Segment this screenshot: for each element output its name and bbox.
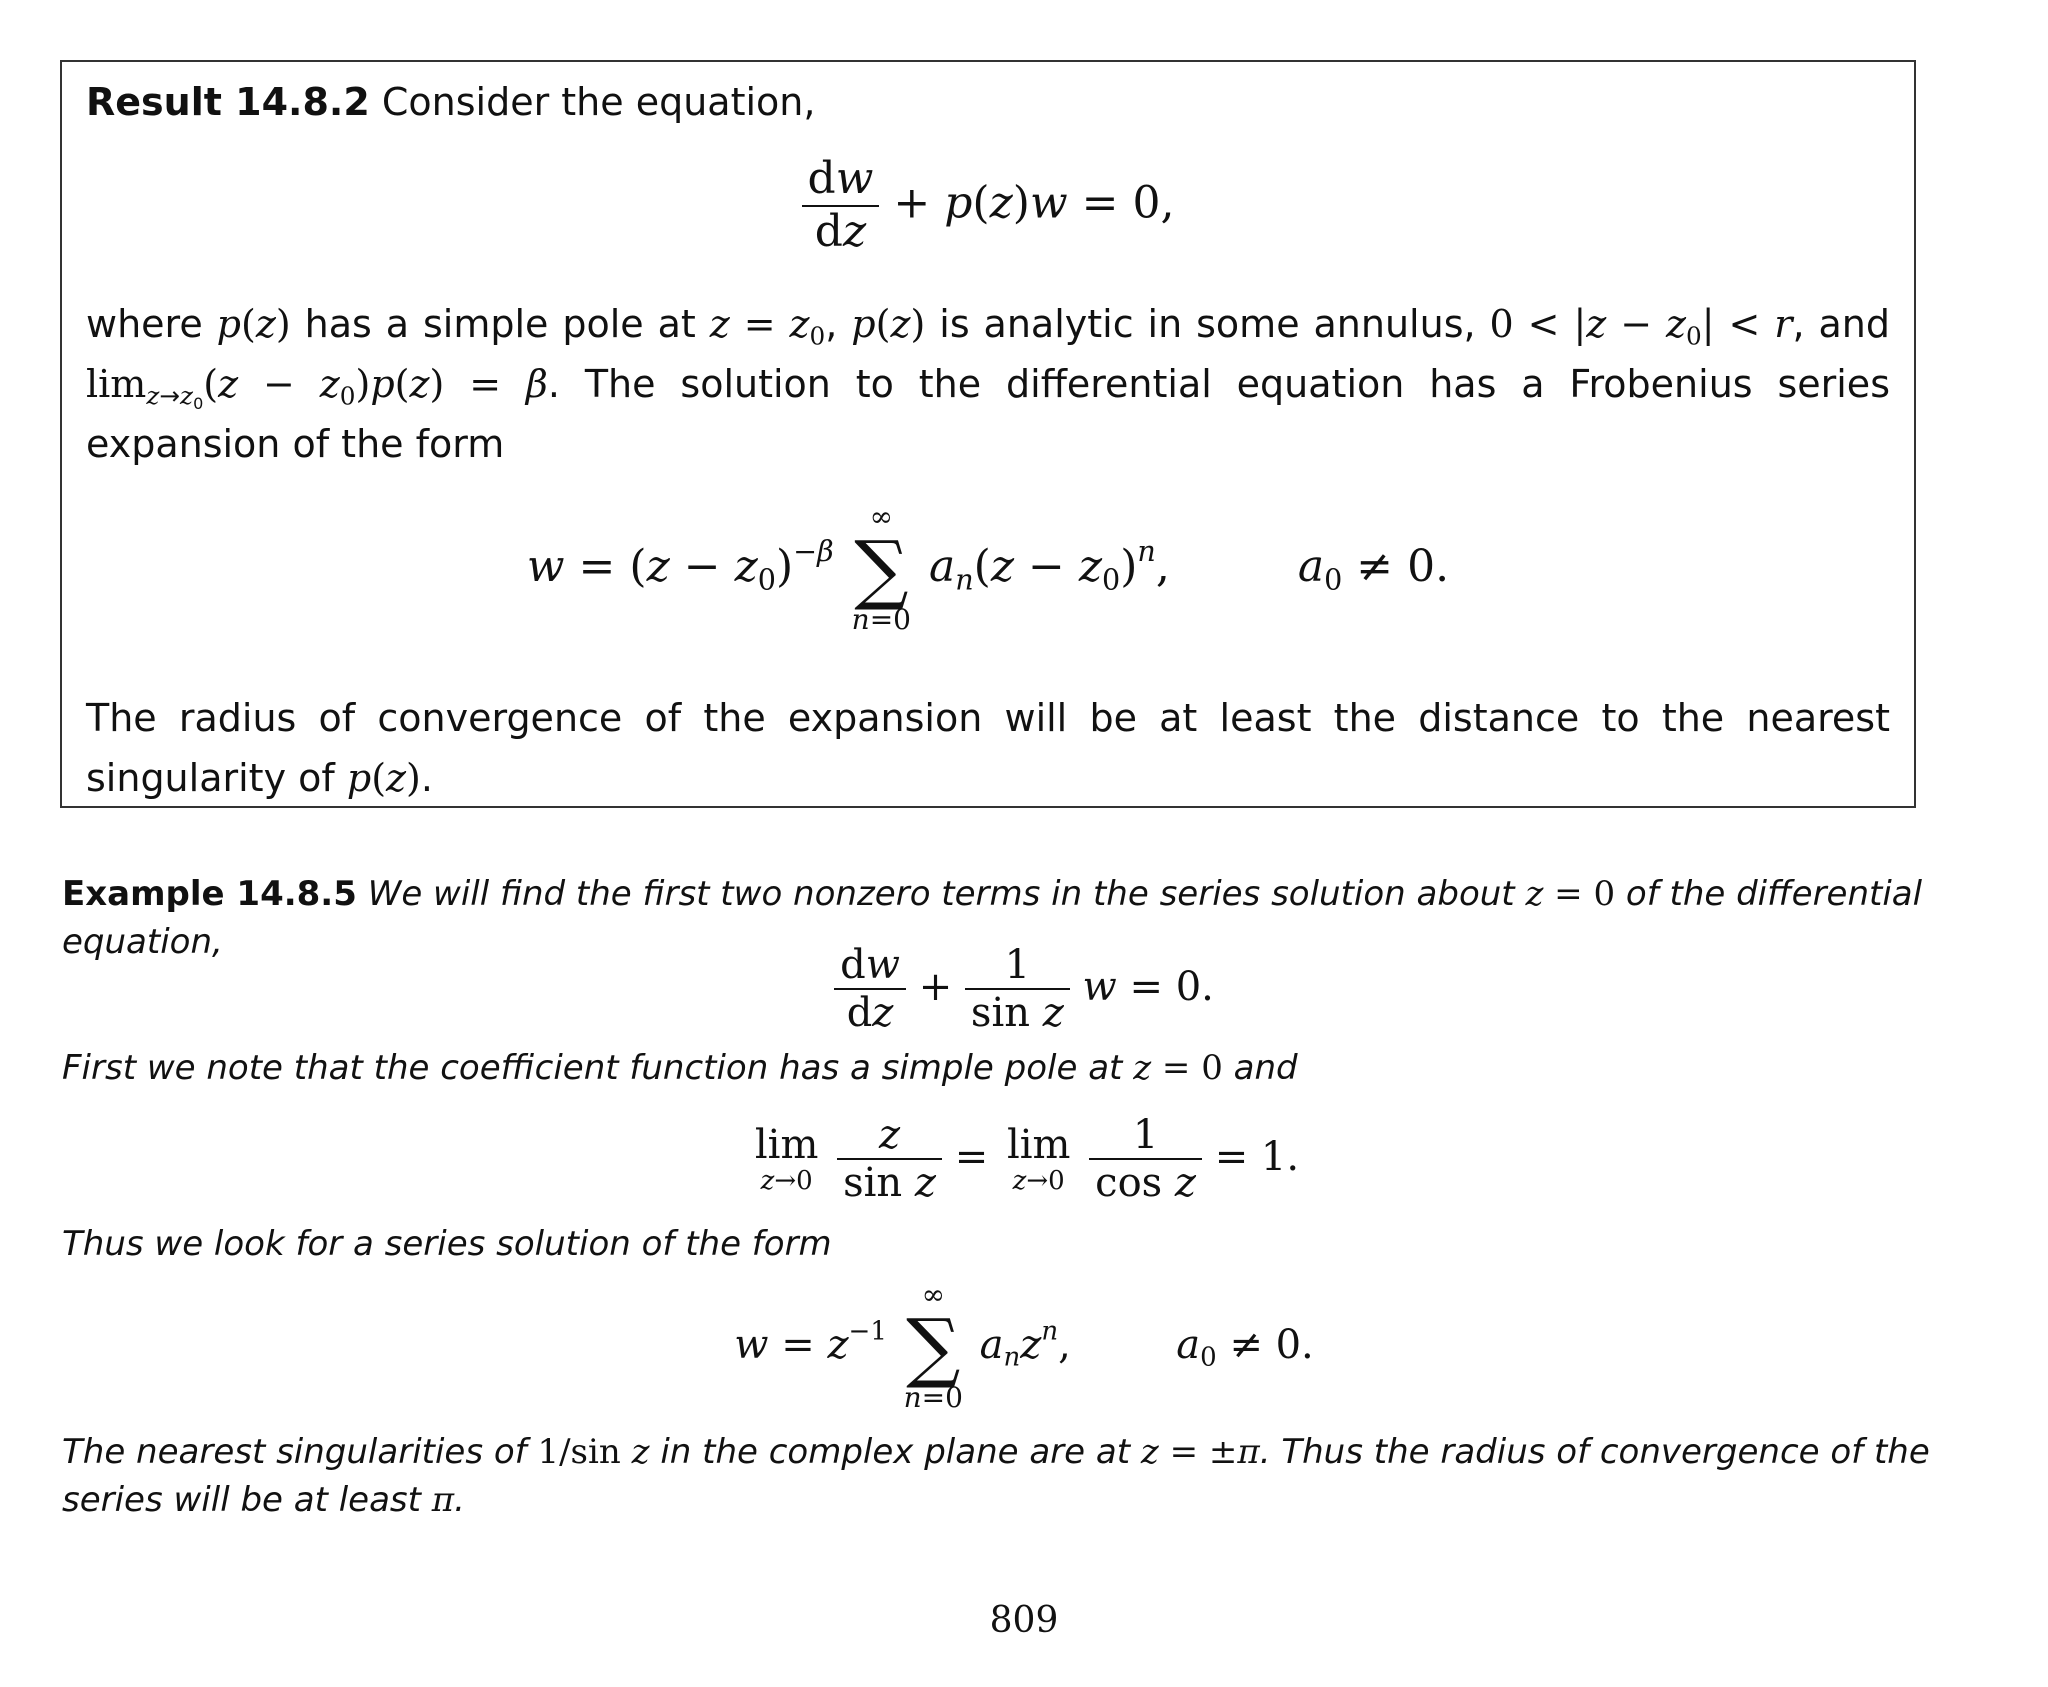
example-label: Example 14.8.5 xyxy=(62,874,357,914)
equation-limit: lim z→0 $\frac{z}{\text{sin z}}$ = lim z→0 $\frac{1}{\text{cos z}}$ = 1. xyxy=(754,1112,1300,1206)
text-complex-plane: in the complex plane are at xyxy=(660,1432,1131,1472)
sum-operator: ∞ ∑ n=0 xyxy=(851,500,911,636)
text-and: and xyxy=(1818,302,1890,346)
equation-frobenius-series: $w = (z - z_0)^{-\beta}$ ∞ ∑ n=0 $a_n(z - z_0)^n$, $a_0 \ne 0$. xyxy=(526,500,1450,636)
text-nearest: The nearest singularities of xyxy=(62,1432,527,1472)
text-thus: Thus we look for a series solution of the form xyxy=(62,1224,832,1264)
equation-series-solution: $w = z^{-1}$ ∞ ∑ n=0 $a_nz^n$, $a_0 \ne 0$. xyxy=(734,1278,1314,1414)
text-and-2: and xyxy=(1233,1048,1298,1088)
result-intro xyxy=(86,72,1890,132)
example-note: First we note that the coefficient function has a simple pole at z = 0 and xyxy=(62,1048,1298,1088)
text-where: where xyxy=(86,302,203,346)
text-radius-pi: . Thus the radius of convergence of the series will be at least xyxy=(62,1432,1930,1520)
equation-ode: $\frac{dw}{dz}$ + p(z)w = 0, xyxy=(62,154,1914,257)
fraction-dw-dz: $\frac{dw}{dz}$ xyxy=(802,154,880,257)
equation-example-ode: $\frac{dw}{dz}$ + $\frac{1}{\text{sin z}}$ w = 0. xyxy=(0,942,2048,1036)
text-note: First we note that the coefficient function has a simple pole at xyxy=(62,1048,1123,1088)
result-box xyxy=(60,60,1916,808)
text-example-intro: We will find the first two nonzero terms in the series solution about xyxy=(367,874,1515,914)
example-intro: Example 14.8.5 We will find the first two nonzero terms in the series solution about z = 0 of the differential equation, xyxy=(62,874,1923,962)
result-conclusion: The radius of convergence of the expansion will be at least the distance to the nearest singularity of p(z). xyxy=(86,696,1890,800)
result-paragraph-1: where p(z) has a simple pole at $z = z_0$, p(z) is analytic in some annulus, $0 < |z - z_0| < r$, and $\lim_{z\to z_0}(z - z_0)p(z) = \beta$. The solution to the differential equation has a Frobenius series expansion of the form xyxy=(86,302,1890,466)
text-annulus: is analytic in some annulus, xyxy=(939,302,1476,346)
text-radius: The radius of convergence of the expansion will be at least the distance to the nearest singularity of xyxy=(86,696,1890,800)
example-nearest: The nearest singularities of 1/sin z in the complex plane are at z = ±π. Thus the radius of convergence of the series will be at least π. xyxy=(62,1432,1930,1520)
text-simple-pole: has a simple pole at xyxy=(304,302,696,346)
text-example-intro-end: of the differential equation, xyxy=(62,874,1923,962)
page-number: 809 xyxy=(989,1600,1059,1641)
result-intro-text: Consider the equation, xyxy=(381,80,816,124)
text-frobenius: . The solution to the differential equation has a Frobenius series expansion of the form xyxy=(86,362,1890,466)
result-label: Result 14.8.2 xyxy=(86,80,370,124)
example-thus xyxy=(62,1220,2008,1268)
